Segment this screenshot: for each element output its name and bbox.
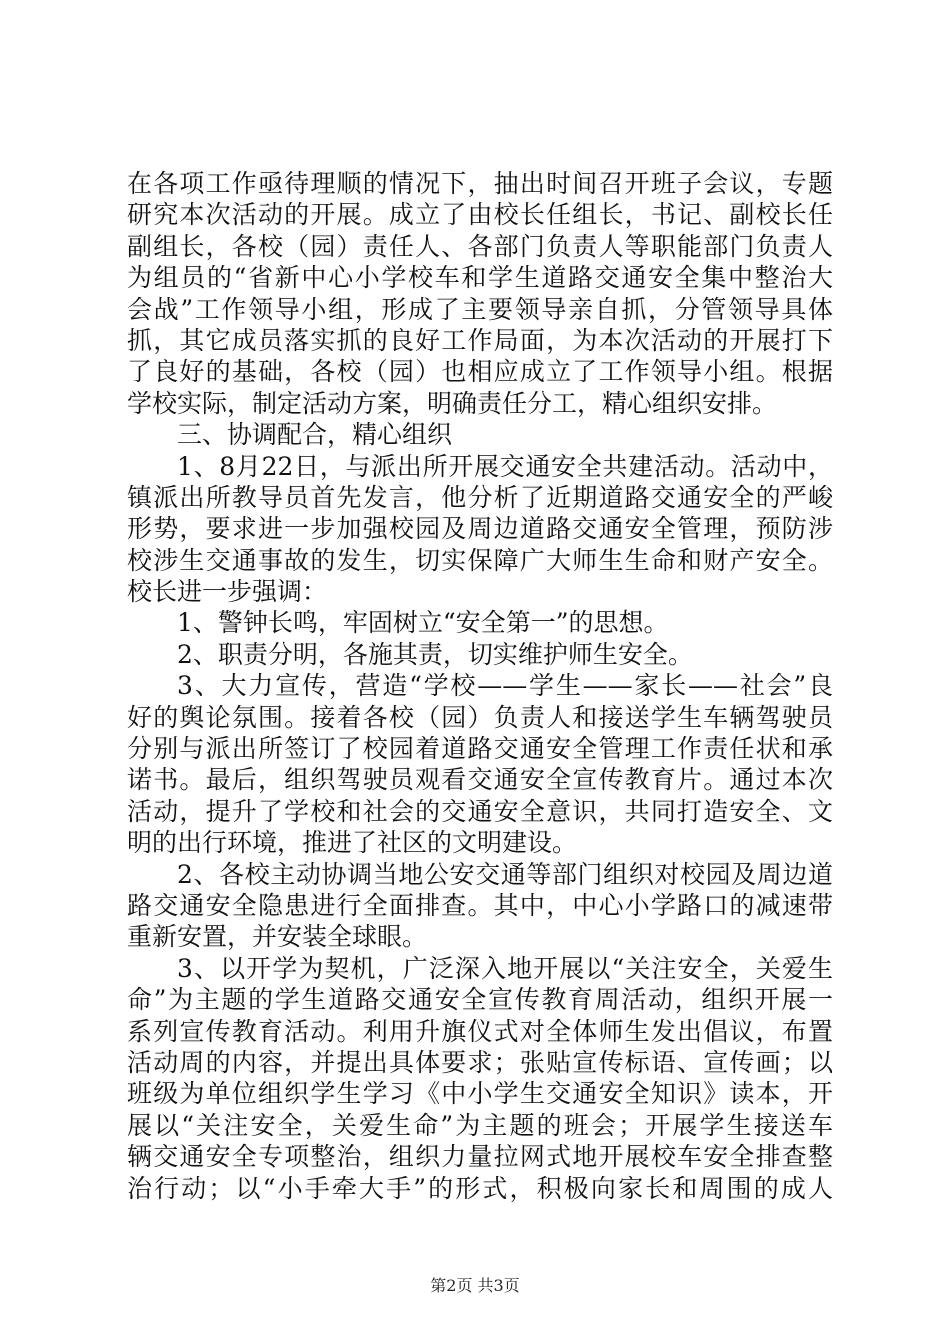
text-line: 1、8月22日，与派出所开展交通安全共建活动。活动中， (177, 451, 833, 481)
text-line: 会战”工作领导小组，形成了主要领导亲自抓，分管领导具体 (127, 294, 833, 324)
text-line: 展以“关注安全，关爱生命”为主题的班会；开展学生接送车 (127, 1110, 833, 1140)
text-line: 活动，提升了学校和社会的交通安全意识，共同打造安全、文 (127, 796, 833, 826)
text-line: 系列宣传教育活动。利用升旗仪式对全体师生发出倡议，布置 (127, 1016, 833, 1046)
text-line: 诺书。最后，组织驾驶员观看交通安全宣传教育片。通过本次 (127, 765, 833, 795)
text-line: 了良好的基础，各校（园）也相应成立了工作领导小组。根据 (127, 357, 833, 387)
text-line: 明的出行环境，推进了社区的文明建设。 (127, 828, 578, 858)
text-line: 研究本次活动的开展。成立了由校长任组长，书记、副校长任 (127, 200, 833, 230)
text-line: 副组长，各校（园）责任人、各部门负责人等职能部门负责人 (127, 231, 833, 261)
text-line: 为组员的“省新中心小学校车和学生道路交通安全集中整治大 (127, 263, 833, 293)
text-line: 2、各校主动协调当地公安交通等部门组织对校园及周边道 (177, 859, 833, 889)
document-body (127, 168, 833, 1204)
text-line: 活动周的内容，并提出具体要求；张贴宣传标语、宣传画；以 (127, 1047, 833, 1077)
text-line: 命”为主题的学生道路交通安全宣传教育周活动，组织开展一 (127, 985, 833, 1015)
text-line: 重新安置，并安装全球眼。 (127, 922, 428, 952)
text-line: 抓，其它成员落实抓的良好工作局面，为本次活动的开展打下 (127, 325, 833, 355)
text-line: 路交通安全隐患进行全面排查。其中，中心小学路口的减速带 (127, 890, 833, 920)
text-line: 1、警钟长鸣，牢固树立“安全第一”的思想。 (177, 608, 669, 638)
text-line: 辆交通安全专项整治，组织力量拉网式地开展校车安全排查整 (127, 1142, 833, 1172)
page-footer: 第2页 共3页 (430, 1276, 520, 1295)
text-line: 在各项工作亟待理顺的情况下，抽出时间召开班子会议，专题 (127, 169, 833, 198)
text-line: 校涉生交通事故的发生，切实保障广大师生生命和财产安全。 (127, 545, 833, 575)
text-line: 2、职责分明，各施其责，切实维护师生安全。 (177, 639, 693, 669)
text-line: 好的舆论氛围。接着各校（园）负责人和接送学生车辆驾驶员 (127, 702, 833, 732)
text-line: 校长进一步强调： (127, 577, 328, 607)
text-line: 治行动；以“小手牵大手”的形式，积极向家长和周围的成人 (127, 1173, 833, 1203)
text-line: 3、大力宣传，营造“学校——学生——家长——社会”良 (177, 671, 833, 701)
text-line: 形势，要求进一步加强校园及周边道路交通安全管理，预防涉 (127, 514, 833, 544)
text-line: 班级为单位组织学生学习《中小学生交通安全知识》读本，开 (127, 1079, 833, 1109)
text-line: 分别与派出所签订了校园着道路交通安全管理工作责任状和承 (127, 734, 833, 764)
text-line: 3、以开学为契机，广泛深入地开展以“关注安全，关爱生 (177, 953, 833, 983)
text-line: 学校实际，制定活动方案，明确责任分工，精心组织安排。 (127, 388, 778, 418)
text-line: 三、协调配合，精心组织 (177, 420, 453, 450)
text-line: 镇派出所教导员首先发言，他分析了近期道路交通安全的严峻 (127, 482, 833, 512)
